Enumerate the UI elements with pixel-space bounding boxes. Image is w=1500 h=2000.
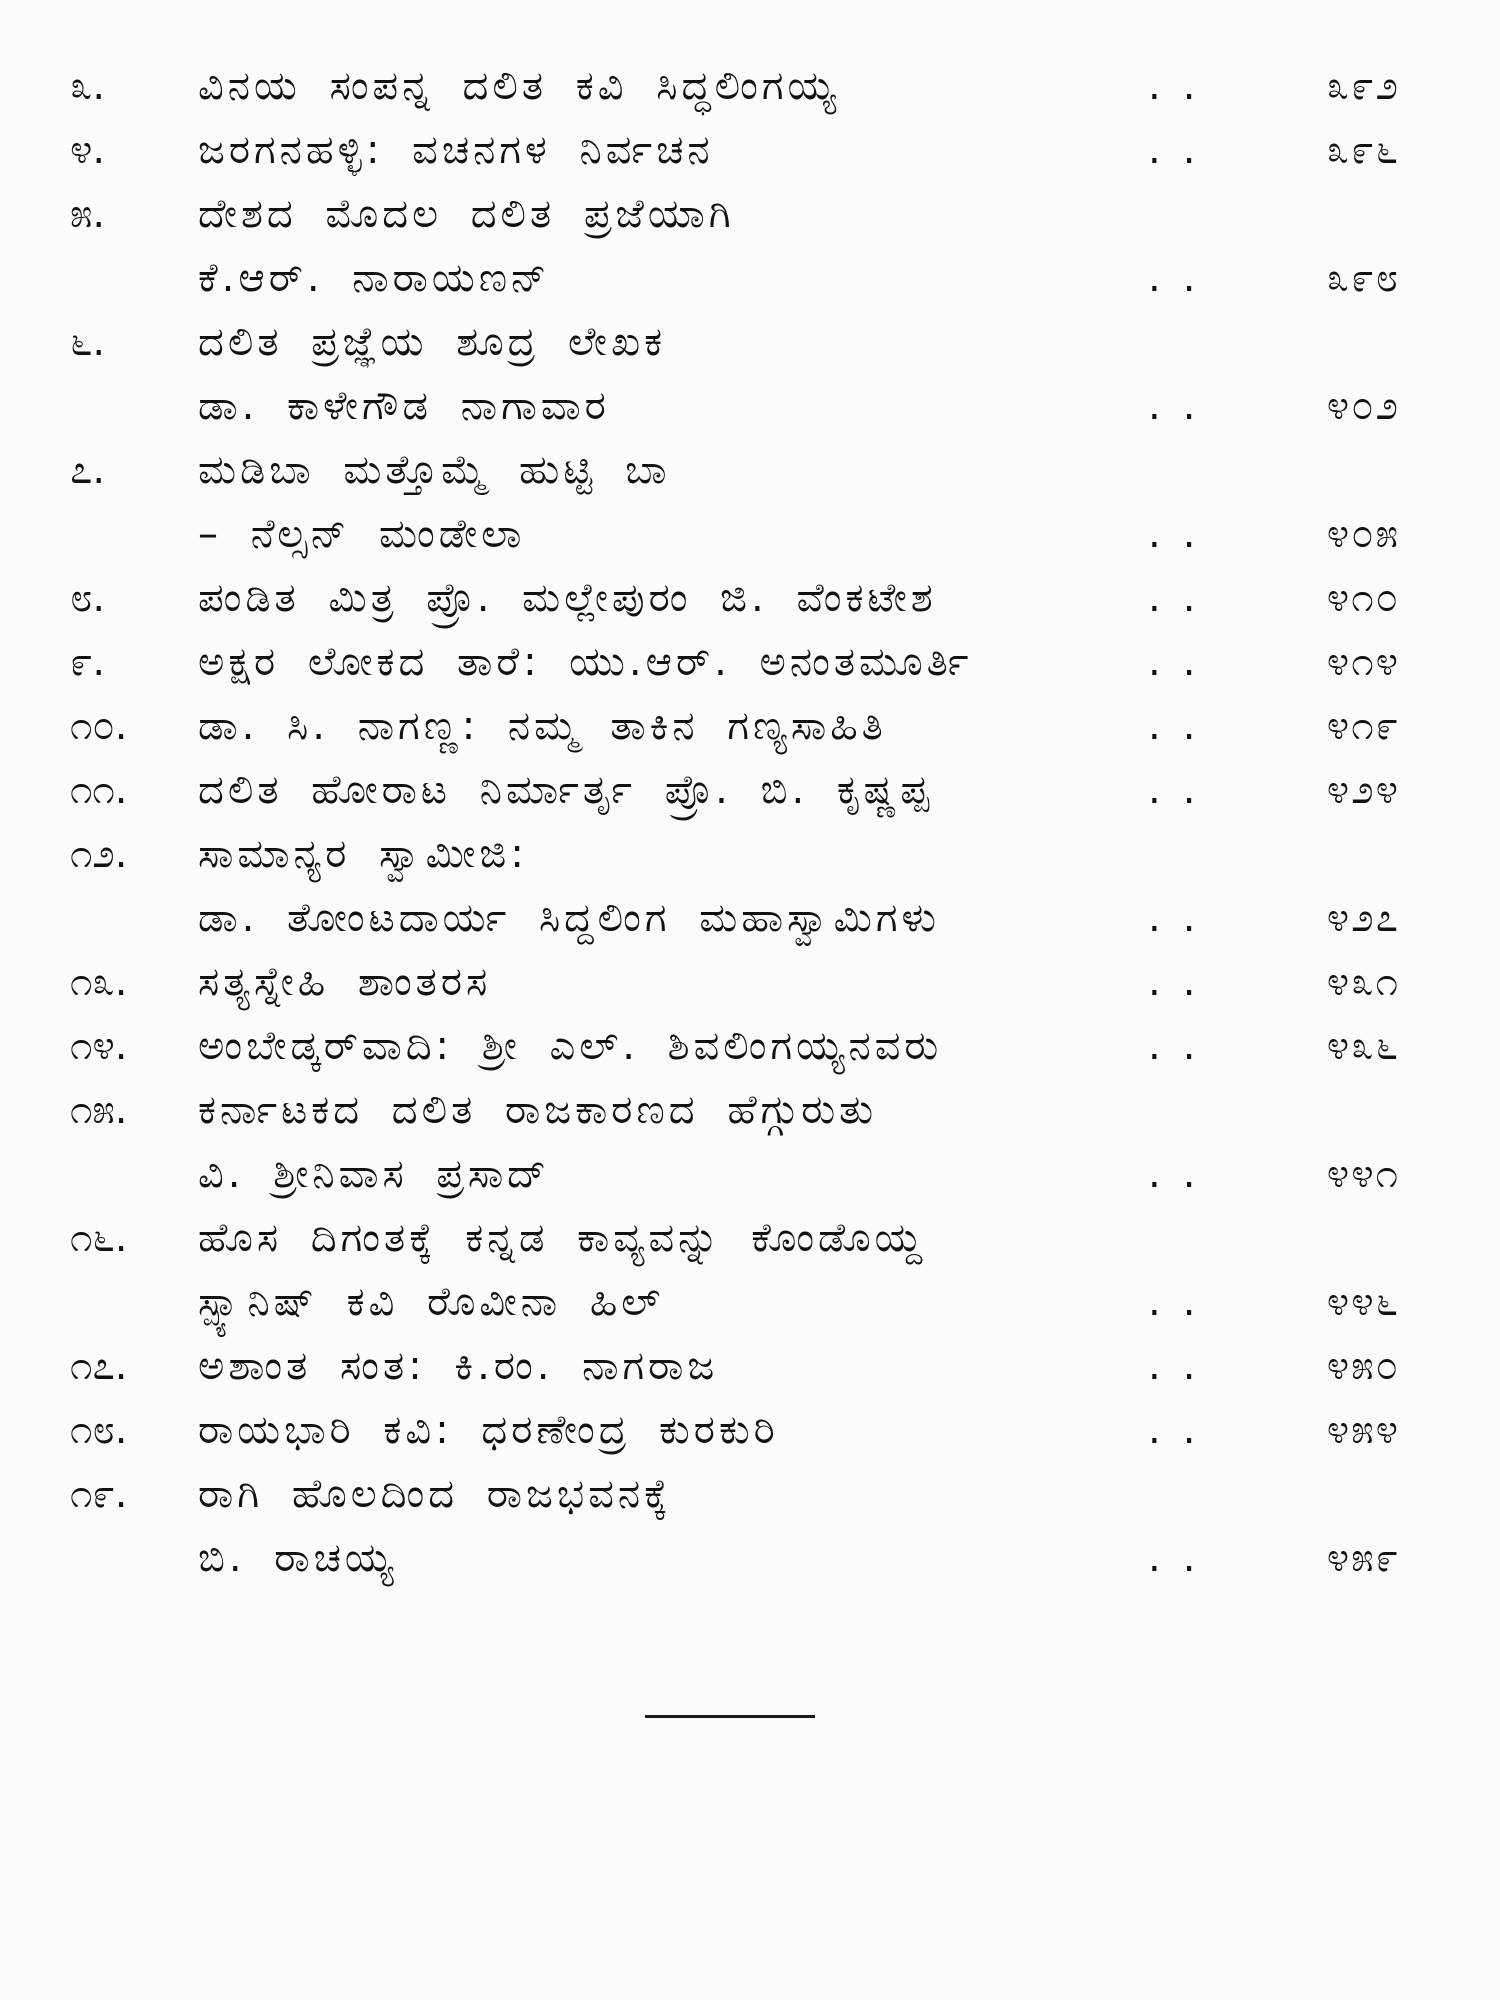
table-of-contents bbox=[0, 54, 1500, 1590]
leader-dots: .. bbox=[1148, 767, 1218, 813]
entry-title: ಸಾಮಾನ್ಯರ ಸ್ವಾಮೀಜಿ: bbox=[198, 831, 528, 877]
entry-number: ೧೭. bbox=[70, 1343, 128, 1389]
page-number: ೩೯೮ bbox=[1326, 255, 1400, 301]
leader-dots: .. bbox=[1148, 511, 1218, 557]
entry-title: ಪಂಡಿತ ಮಿತ್ರ ಪ್ರೊ. ಮಲ್ಲೇಪುರಂ ಜಿ. ವೆಂಕಟೇಶ bbox=[198, 575, 937, 621]
entry-number: ೫. bbox=[70, 191, 106, 237]
leader-dots: .. bbox=[1148, 1023, 1218, 1069]
toc-row bbox=[0, 1398, 1500, 1462]
toc-row bbox=[0, 502, 1500, 566]
entry-title: ಕರ್ನಾಟಕದ ದಲಿತ ರಾಜಕಾರಣದ ಹೆಗ್ಗುರುತು bbox=[198, 1087, 878, 1133]
toc-row bbox=[0, 566, 1500, 630]
page-number: ೩೯೬ bbox=[1326, 127, 1400, 173]
entry-number: ೧೪. bbox=[70, 1023, 128, 1069]
toc-row bbox=[0, 54, 1500, 118]
entry-title: ಅಂಬೇಡ್ಕರ್‌ವಾದಿ: ಶ್ರೀ ಎಲ್. ಶಿವಲಿಂಗಯ್ಯನವರು bbox=[198, 1023, 943, 1069]
toc-row bbox=[0, 950, 1500, 1014]
toc-row bbox=[0, 1078, 1500, 1142]
leader-dots: .. bbox=[1148, 63, 1218, 109]
entry-title: ಡಾ. ಕಾಳೇಗೌಡ ನಾಗಾವಾರ bbox=[198, 383, 610, 429]
toc-row bbox=[0, 118, 1500, 182]
entry-number: ೧೦. bbox=[70, 703, 128, 749]
leader-dots: .. bbox=[1148, 383, 1218, 429]
toc-row bbox=[0, 694, 1500, 758]
leader-dots: .. bbox=[1148, 703, 1218, 749]
toc-row bbox=[0, 822, 1500, 886]
entry-number: ೬. bbox=[70, 319, 106, 365]
entry-title: ವಿ. ಶ್ರೀನಿವಾಸ ಪ್ರಸಾದ್ bbox=[198, 1151, 550, 1197]
entry-title: ಸತ್ಯಸ್ನೇಹಿ ಶಾಂತರಸ bbox=[198, 959, 492, 1005]
entry-title: ಮಡಿಬಾ ಮತ್ತೊಮ್ಮೆ ಹುಟ್ಟಿ ಬಾ bbox=[198, 447, 671, 493]
entry-title: ದೇಶದ ಮೊದಲ ದಲಿತ ಪ್ರಜೆಯಾಗಿ bbox=[198, 191, 735, 237]
page-number: ೪೨೪ bbox=[1326, 767, 1400, 813]
entry-title: ಬಿ. ರಾಚಯ್ಯ bbox=[198, 1535, 398, 1581]
entry-number: ೩. bbox=[70, 63, 106, 109]
entry-number: ೧೯. bbox=[70, 1471, 128, 1517]
leader-dots: .. bbox=[1148, 1279, 1218, 1325]
leader-dots: .. bbox=[1148, 1535, 1218, 1581]
toc-row bbox=[0, 630, 1500, 694]
entry-title: ದಲಿತ ಹೋರಾಟ ನಿರ್ಮಾರ್ತೃ ಪ್ರೊ. ಬಿ. ಕೃಷ್ಣಪ್ಪ bbox=[198, 767, 934, 813]
page-number: ೪೧೯ bbox=[1326, 703, 1400, 749]
toc-row bbox=[0, 758, 1500, 822]
entry-title: ಜರಗನಹಳ್ಳಿ: ವಚನಗಳ ನಿರ್ವಚನ bbox=[198, 127, 714, 173]
leader-dots: .. bbox=[1148, 255, 1218, 301]
leader-dots: .. bbox=[1148, 127, 1218, 173]
entry-title: ಡಾ. ತೋಂಟದಾರ್ಯ ಸಿದ್ದಲಿಂಗ ಮಹಾಸ್ವಾಮಿಗಳು bbox=[198, 895, 940, 941]
entry-title: ಕೆ.ಆರ್. ನಾರಾಯಣನ್ bbox=[198, 255, 551, 301]
entry-title: ರಾಗಿ ಹೊಲದಿಂದ ರಾಜಭವನಕ್ಕೆ bbox=[198, 1471, 672, 1517]
toc-row bbox=[0, 1270, 1500, 1334]
entry-title: ಅಕ್ಷರ ಲೋಕದ ತಾರೆ: ಯು.ಆರ್. ಅನಂತಮೂರ್ತಿ bbox=[198, 639, 973, 685]
page-number: ೪೨೭ bbox=[1326, 895, 1400, 941]
toc-row bbox=[0, 1462, 1500, 1526]
entry-title: ಅಶಾಂತ ಸಂತ: ಕಿ.ರಂ. ನಾಗರಾಜ bbox=[198, 1343, 719, 1389]
toc-row bbox=[0, 310, 1500, 374]
leader-dots: .. bbox=[1148, 575, 1218, 621]
page-number: ೪೪೬ bbox=[1326, 1279, 1400, 1325]
page-number: ೪೧೦ bbox=[1326, 575, 1400, 621]
toc-row bbox=[0, 1526, 1500, 1590]
page-number: ೪೦೨ bbox=[1326, 383, 1400, 429]
leader-dots: .. bbox=[1148, 1407, 1218, 1453]
entry-number: ೯. bbox=[70, 639, 106, 685]
leader-dots: .. bbox=[1148, 639, 1218, 685]
page-number: ೪೪೧ bbox=[1326, 1151, 1400, 1197]
toc-row bbox=[0, 886, 1500, 950]
page-number: ೪೫೯ bbox=[1326, 1535, 1400, 1581]
toc-row bbox=[0, 182, 1500, 246]
entry-title: – ನೆಲ್ಸನ್ ಮಂಡೇಲಾ bbox=[198, 511, 526, 557]
entry-title: ರಾಯಭಾರಿ ಕವಿ: ಧರಣೇಂದ್ರ ಕುರಕುರಿ bbox=[198, 1407, 779, 1453]
entry-title: ವಿನಯ ಸಂಪನ್ನ ದಲಿತ ಕವಿ ಸಿದ್ಧಲಿಂಗಯ್ಯ bbox=[198, 63, 840, 109]
page-number: ೪೫೦ bbox=[1326, 1343, 1400, 1389]
page-number: ೪೦೫ bbox=[1326, 511, 1400, 557]
page-number: ೪೫೪ bbox=[1326, 1407, 1400, 1453]
toc-row bbox=[0, 246, 1500, 310]
end-rule bbox=[645, 1715, 815, 1718]
leader-dots: .. bbox=[1148, 1343, 1218, 1389]
toc-row bbox=[0, 1014, 1500, 1078]
toc-row bbox=[0, 1334, 1500, 1398]
entry-title: ಹೊಸ ದಿಗಂತಕ್ಕೆ ಕನ್ನಡ ಕಾವ್ಯವನ್ನು ಕೊಂಡೊಯ್ದ bbox=[198, 1215, 926, 1261]
toc-row bbox=[0, 374, 1500, 438]
leader-dots: .. bbox=[1148, 895, 1218, 941]
page-number: ೪೧೪ bbox=[1326, 639, 1400, 685]
leader-dots: .. bbox=[1148, 959, 1218, 1005]
page-number: ೩೯೨ bbox=[1326, 63, 1400, 109]
toc-row bbox=[0, 438, 1500, 502]
entry-number: ೧೨. bbox=[70, 831, 128, 877]
entry-number: ೮. bbox=[70, 575, 106, 621]
page-number: ೪೩೧ bbox=[1326, 959, 1400, 1005]
toc-row bbox=[0, 1206, 1500, 1270]
toc-row bbox=[0, 1142, 1500, 1206]
entry-title: ಸ್ಪ್ಯಾನಿಷ್ ಕವಿ ರೊವೀನಾ ಹಿಲ್ bbox=[198, 1279, 665, 1325]
entry-number: ೧೬. bbox=[70, 1215, 128, 1261]
entry-number: ೪. bbox=[70, 127, 106, 173]
entry-title: ಡಾ. ಸಿ. ನಾಗಣ್ಣ: ನಮ್ಮ ತಾಕಿನ ಗಣ್ಯಸಾಹಿತಿ bbox=[198, 703, 887, 749]
entry-number: ೭. bbox=[70, 447, 106, 493]
leader-dots: .. bbox=[1148, 1151, 1218, 1197]
entry-number: ೧೧. bbox=[70, 767, 128, 813]
entry-number: ೧೫. bbox=[70, 1087, 128, 1133]
entry-number: ೧೮. bbox=[70, 1407, 128, 1453]
page-number: ೪೩೬ bbox=[1326, 1023, 1400, 1069]
entry-title: ದಲಿತ ಪ್ರಜ್ಞೆಯ ಶೂದ್ರ ಲೇಖಕ bbox=[198, 319, 667, 365]
entry-number: ೧೩. bbox=[70, 959, 128, 1005]
